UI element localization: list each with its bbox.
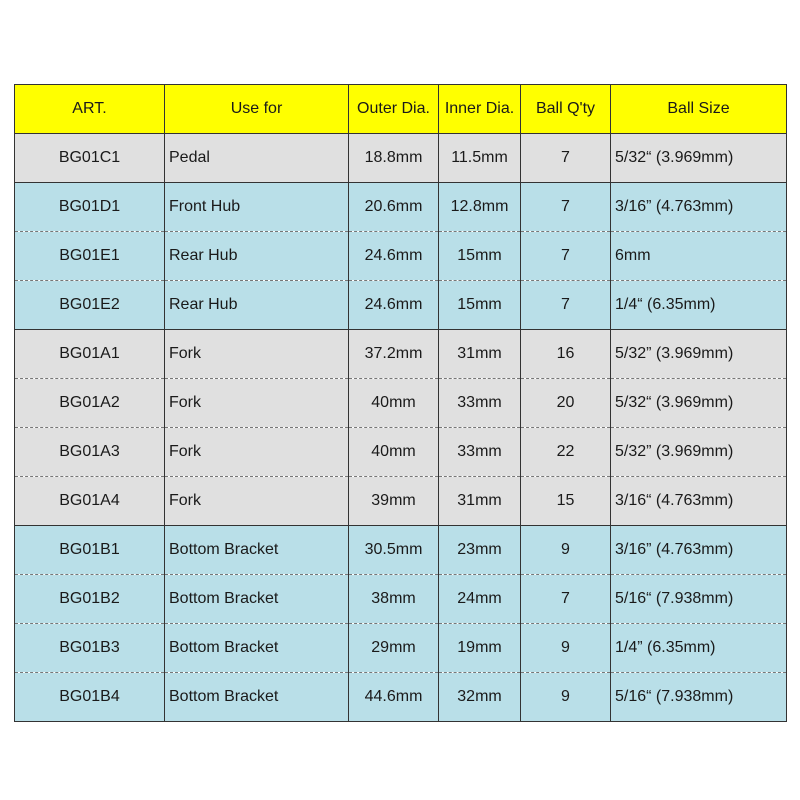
cell-ball-qty: 22 [521,428,611,477]
cell-inner-dia: 33mm [439,379,521,428]
cell-outer-dia: 44.6mm [349,673,439,722]
cell-art: BG01B3 [15,624,165,673]
cell-art: BG01B2 [15,575,165,624]
cell-outer-dia: 18.8mm [349,134,439,183]
cell-use-for: Pedal [165,134,349,183]
table-row [15,379,787,428]
cell-ball-size: 5/16“ (7.938mm) [611,575,787,624]
cell-art: BG01A3 [15,428,165,477]
cell-inner-dia: 23mm [439,526,521,575]
table-header-row [15,85,787,134]
cell-inner-dia: 24mm [439,575,521,624]
cell-ball-qty: 20 [521,379,611,428]
table-row [15,526,787,575]
table-row [15,428,787,477]
cell-art: BG01A4 [15,477,165,526]
cell-inner-dia: 15mm [439,281,521,330]
cell-inner-dia: 11.5mm [439,134,521,183]
cell-outer-dia: 29mm [349,624,439,673]
table-row [15,330,787,379]
cell-use-for: Fork [165,379,349,428]
cell-ball-qty: 9 [521,526,611,575]
table-row [15,183,787,232]
cell-art: BG01B4 [15,673,165,722]
cell-art: BG01E1 [15,232,165,281]
cell-ball-size: 3/16” (4.763mm) [611,183,787,232]
cell-ball-size: 1/4“ (6.35mm) [611,281,787,330]
ball-bearing-spec-table [14,84,787,722]
cell-ball-size: 6mm [611,232,787,281]
cell-ball-size: 5/32“ (3.969mm) [611,379,787,428]
cell-ball-qty: 7 [521,575,611,624]
cell-inner-dia: 15mm [439,232,521,281]
cell-outer-dia: 39mm [349,477,439,526]
cell-outer-dia: 40mm [349,428,439,477]
cell-inner-dia: 33mm [439,428,521,477]
cell-art: BG01C1 [15,134,165,183]
cell-ball-size: 5/32” (3.969mm) [611,330,787,379]
table-row [15,281,787,330]
cell-ball-size: 5/16“ (7.938mm) [611,673,787,722]
cell-use-for: Bottom Bracket [165,575,349,624]
table-row [15,232,787,281]
cell-ball-size: 3/16” (4.763mm) [611,526,787,575]
cell-outer-dia: 37.2mm [349,330,439,379]
cell-ball-qty: 7 [521,232,611,281]
cell-ball-qty: 16 [521,330,611,379]
table-row [15,624,787,673]
cell-inner-dia: 31mm [439,477,521,526]
cell-use-for: Fork [165,428,349,477]
cell-art: BG01A1 [15,330,165,379]
header-outer-dia: Outer Dia. [349,85,439,134]
header-use-for: Use for [165,85,349,134]
table-row [15,134,787,183]
cell-ball-qty: 9 [521,624,611,673]
cell-ball-qty: 7 [521,134,611,183]
cell-ball-qty: 7 [521,183,611,232]
cell-inner-dia: 32mm [439,673,521,722]
cell-use-for: Front Hub [165,183,349,232]
cell-art: BG01D1 [15,183,165,232]
cell-inner-dia: 12.8mm [439,183,521,232]
cell-use-for: Fork [165,477,349,526]
cell-ball-qty: 9 [521,673,611,722]
cell-use-for: Fork [165,330,349,379]
cell-use-for: Bottom Bracket [165,526,349,575]
table-row [15,575,787,624]
header-inner-dia: Inner Dia. [439,85,521,134]
cell-art: BG01E2 [15,281,165,330]
cell-art: BG01A2 [15,379,165,428]
cell-ball-qty: 7 [521,281,611,330]
header-ball-size: Ball Size [611,85,787,134]
cell-outer-dia: 24.6mm [349,281,439,330]
cell-ball-size: 5/32“ (3.969mm) [611,134,787,183]
cell-ball-size: 1/4” (6.35mm) [611,624,787,673]
cell-outer-dia: 38mm [349,575,439,624]
cell-outer-dia: 24.6mm [349,232,439,281]
cell-inner-dia: 31mm [439,330,521,379]
cell-outer-dia: 30.5mm [349,526,439,575]
cell-use-for: Bottom Bracket [165,673,349,722]
cell-outer-dia: 40mm [349,379,439,428]
table-row [15,477,787,526]
cell-inner-dia: 19mm [439,624,521,673]
cell-ball-size: 5/32” (3.969mm) [611,428,787,477]
cell-ball-qty: 15 [521,477,611,526]
cell-art: BG01B1 [15,526,165,575]
cell-ball-size: 3/16“ (4.763mm) [611,477,787,526]
table-row [15,673,787,722]
cell-outer-dia: 20.6mm [349,183,439,232]
cell-use-for: Rear Hub [165,232,349,281]
cell-use-for: Bottom Bracket [165,624,349,673]
cell-use-for: Rear Hub [165,281,349,330]
header-ball-qty: Ball Q'ty [521,85,611,134]
header-art: ART. [15,85,165,134]
